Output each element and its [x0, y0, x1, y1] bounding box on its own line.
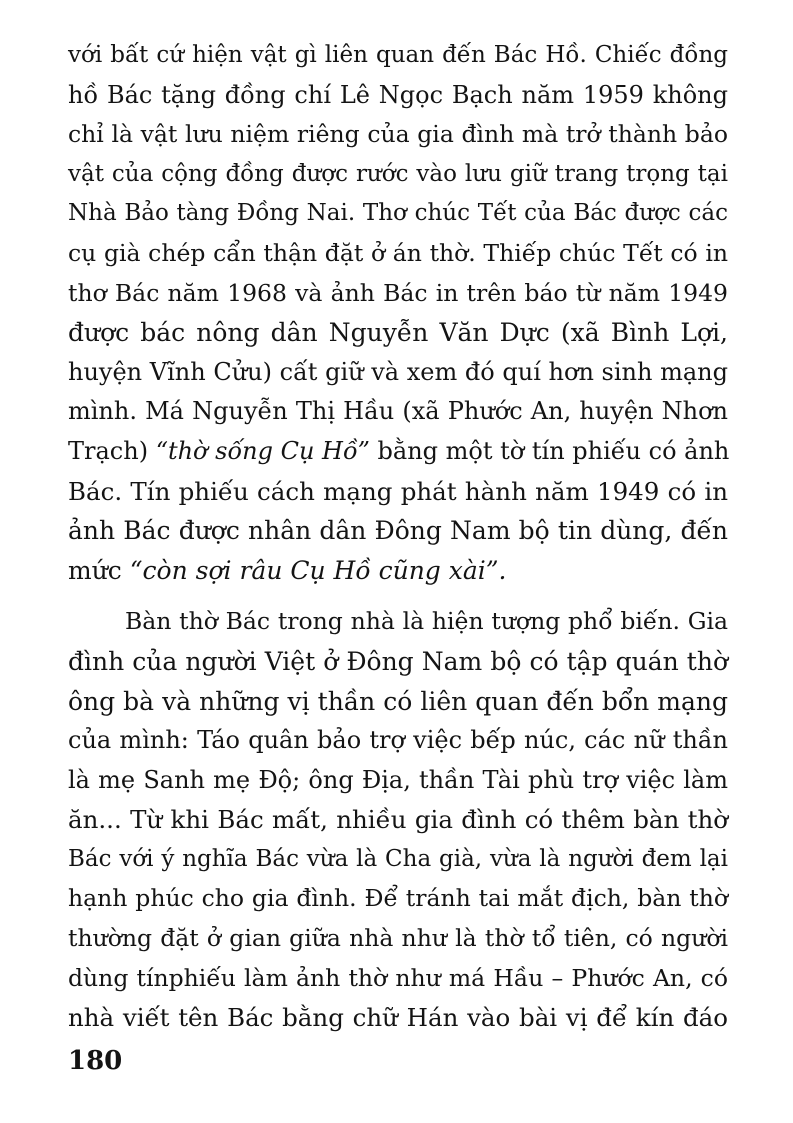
text-line: vật của cộng đồng được rước vào lưu giữ trang trọng tại [68, 160, 728, 187]
text-line: dùng tínphiếu làm ảnh thờ như má Hầu – Phước An, có [68, 963, 728, 992]
paragraph-2 [68, 602, 728, 1038]
text-line: thơ Bác năm 1968 và ảnh Bác in trên báo từ năm 1949 [68, 278, 728, 307]
text-segment: mức [68, 555, 130, 585]
text-line: được bác nông dân Nguyễn Văn Dực (xã Bình Lợi, [68, 318, 728, 348]
text-line: đình của người Việt ở Đông Nam bộ có tập quán thờ [68, 646, 728, 676]
text-line: của mình: Táo quân bảo trợ việc bếp núc, các nữ thần [68, 726, 728, 755]
text-line: cụ già chép cẩn thận đặt ở án thờ. Thiếp chúc Tết có in [68, 238, 728, 267]
text-line: Nhà Bảo tàng Đồng Nai. Thơ chúc Tết của Bác được các [68, 200, 728, 227]
body-text [68, 36, 728, 1038]
text-line: ông bà và những vị thần có liên quan đến bổn mạng [68, 686, 728, 716]
text-line: Bàn thờ Bác trong nhà là hiện tượng phổ biến. Gia [125, 607, 728, 636]
italic-quote: “thờ sống Cụ Hồ” [155, 436, 370, 465]
text-line: mình. Má Nguyễn Thị Hầu (xã Phước An, huyện Nhơn [68, 397, 728, 426]
text-line: Bác với ý nghĩa Bác vừa là Cha già, vừa là người đem lại [68, 845, 728, 872]
text-line: ăn... Từ khi Bác mất, nhiều gia đình có thêm bàn thờ [68, 805, 728, 835]
text-segment: bằng một tờ tín phiếu có ảnh [369, 436, 730, 465]
text-line: thường đặt ở gian giữa nhà như là thờ tổ tiên, có người [68, 924, 728, 953]
text-line: ảnh Bác được nhân dân Đông Nam bộ tin dùng, đến [68, 516, 728, 546]
text-line: Bác. Tín phiếu cách mạng phát hành năm 1949 có in [68, 476, 728, 506]
paragraph-spacing [68, 590, 728, 602]
text-line: nhà viết tên Bác bằng chữ Hán vào bài vị để kín đáo [68, 1003, 728, 1033]
text-line [68, 551, 728, 591]
text-segment: Trạch) [68, 436, 156, 465]
text-line: chỉ là vật lưu niệm riêng của gia đình mà trở thành bảo [68, 120, 728, 149]
text-line: huyện Vĩnh Cửu) cất giữ và xem đó quí hơn sinh mạng [68, 357, 728, 386]
paragraph-1 [68, 36, 728, 590]
text-line: với bất cứ hiện vật gì liên quan đến Bác Hồ. Chiếc đồng [68, 42, 728, 68]
text-line: hạnh phúc cho gia đình. Để tránh tai mắt địch, bàn thờ [68, 884, 728, 913]
text-line: là mẹ Sanh mẹ Độ; ông Địa, thần Tài phù trợ việc làm [68, 765, 728, 794]
italic-quote: “còn sợi râu Cụ Hồ cũng xài”. [129, 555, 507, 585]
text-line [68, 432, 728, 472]
page-number: 180 [68, 1046, 123, 1076]
text-line: hồ Bác tặng đồng chí Lê Ngọc Bạch năm 1959 không [68, 80, 728, 109]
